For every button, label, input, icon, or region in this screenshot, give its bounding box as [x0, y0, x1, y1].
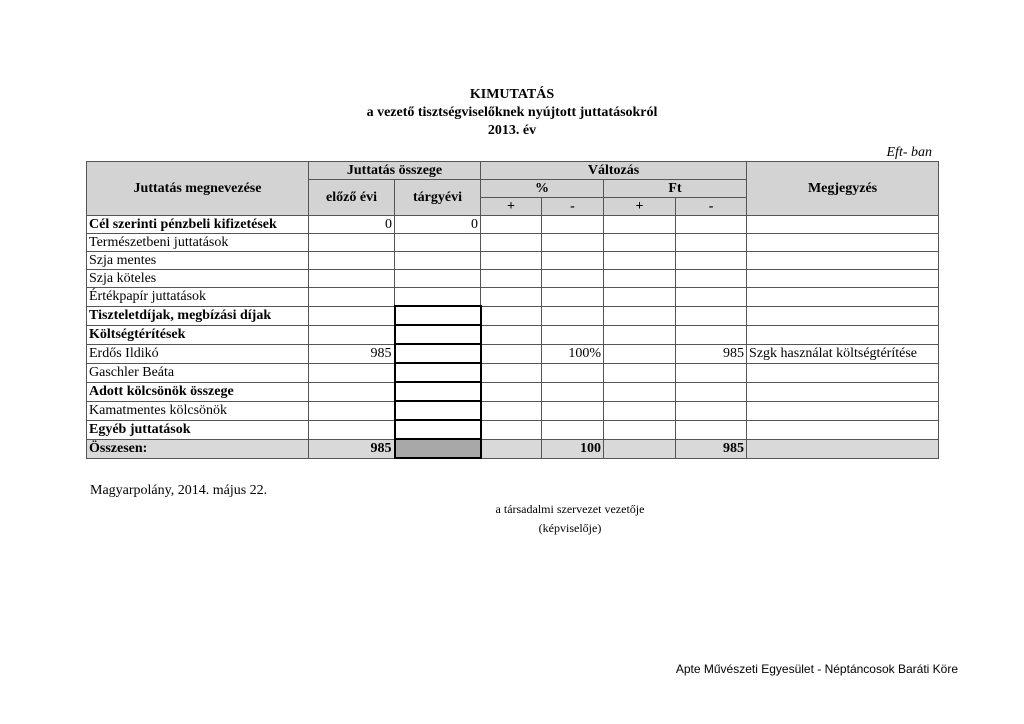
row-ft-plus — [604, 216, 676, 234]
row-pct-minus — [542, 216, 604, 234]
row-label: Költségtérítések — [87, 325, 309, 344]
row-ft-plus — [604, 363, 676, 382]
row-note — [747, 216, 939, 234]
table-row — [87, 420, 939, 439]
row-label: Szja mentes — [87, 252, 309, 270]
table-row — [87, 325, 939, 344]
row-current — [395, 252, 481, 270]
row-pct-minus — [542, 288, 604, 307]
row-ft-minus — [676, 288, 747, 307]
row-ft-minus — [676, 234, 747, 252]
row-ft-minus — [676, 252, 747, 270]
row-label: Kamatmentes kölcsönök — [87, 401, 309, 420]
row-label: Értékpapír juttatások — [87, 288, 309, 307]
row-note — [747, 382, 939, 401]
table-row — [87, 216, 939, 234]
row-previous — [309, 270, 395, 288]
report-title — [0, 86, 1024, 140]
row-pct-plus — [481, 288, 542, 307]
row-pct-plus — [481, 270, 542, 288]
header-ft: Ft — [604, 180, 747, 198]
table-row — [87, 288, 939, 307]
row-pct-plus — [481, 216, 542, 234]
row-current — [395, 306, 481, 325]
total-row — [87, 439, 939, 458]
table-row — [87, 252, 939, 270]
row-ft-minus — [676, 216, 747, 234]
row-pct-minus — [542, 325, 604, 344]
row-previous — [309, 382, 395, 401]
row-label: Cél szerinti pénzbeli kifizetések — [87, 216, 309, 234]
row-pct-plus — [481, 306, 542, 325]
row-label: Tiszteletdíjak, megbízási díjak — [87, 306, 309, 325]
table-row — [87, 234, 939, 252]
row-current — [395, 288, 481, 307]
header-ft-plus: + — [604, 198, 676, 216]
table-row — [87, 270, 939, 288]
header-note: Megjegyzés — [747, 162, 939, 216]
row-current — [395, 325, 481, 344]
row-label: Adott kölcsönök összege — [87, 382, 309, 401]
row-current — [395, 344, 481, 363]
row-ft-minus — [676, 401, 747, 420]
row-pct-minus — [542, 252, 604, 270]
table-row — [87, 344, 939, 363]
row-pct-plus — [481, 252, 542, 270]
row-pct-minus — [542, 306, 604, 325]
row-pct-plus — [481, 401, 542, 420]
total-current — [395, 439, 481, 458]
row-current — [395, 234, 481, 252]
row-pct-minus: 100% — [542, 344, 604, 363]
header-ft-minus: - — [676, 198, 747, 216]
row-note — [747, 270, 939, 288]
row-pct-minus — [542, 401, 604, 420]
row-pct-plus — [481, 420, 542, 439]
row-previous — [309, 234, 395, 252]
row-pct-plus — [481, 325, 542, 344]
row-ft-minus — [676, 382, 747, 401]
signature-line-2: (képviselője) — [538, 521, 602, 535]
row-ft-minus — [676, 270, 747, 288]
row-ft-plus — [604, 234, 676, 252]
row-ft-minus — [676, 306, 747, 325]
unit-note: Eft- ban — [886, 145, 932, 160]
title-line-1: KIMUTATÁS — [469, 87, 555, 102]
header-previous: előző évi — [309, 180, 395, 216]
row-ft-plus — [604, 252, 676, 270]
row-label: Erdős Ildikó — [87, 344, 309, 363]
row-note — [747, 325, 939, 344]
row-pct-minus — [542, 420, 604, 439]
row-current — [395, 401, 481, 420]
row-note — [747, 252, 939, 270]
row-note — [747, 363, 939, 382]
row-label: Szja köteles — [87, 270, 309, 288]
place-date: Magyarpolány, 2014. május 22. — [90, 483, 268, 498]
row-previous — [309, 288, 395, 307]
row-note — [747, 288, 939, 307]
row-previous: 0 — [309, 216, 395, 234]
row-note — [747, 401, 939, 420]
row-pct-minus — [542, 363, 604, 382]
footer-organization: Apte Művészeti Egyesület - Néptáncosok Baráti Köre — [675, 662, 958, 676]
header-change-group: Változás — [481, 162, 747, 180]
row-ft-plus — [604, 382, 676, 401]
row-previous — [309, 363, 395, 382]
row-pct-minus — [542, 382, 604, 401]
row-pct-plus — [481, 344, 542, 363]
total-ft-plus — [604, 439, 676, 458]
title-line-3: 2013. év — [487, 123, 537, 138]
row-ft-plus — [604, 420, 676, 439]
header-name: Juttatás megnevezése — [87, 162, 309, 216]
row-pct-minus — [542, 270, 604, 288]
row-current — [395, 382, 481, 401]
row-note — [747, 234, 939, 252]
row-pct-plus — [481, 382, 542, 401]
row-ft-minus — [676, 420, 747, 439]
row-ft-plus — [604, 401, 676, 420]
row-note: Szgk használat költségtérítése — [747, 344, 939, 363]
title-line-2: a vezető tisztségviselőknek nyújtott juttatásokról — [366, 105, 658, 120]
row-ft-minus — [676, 363, 747, 382]
row-ft-minus — [676, 325, 747, 344]
header-amount-group: Juttatás összege — [309, 162, 481, 180]
total-pct-minus: 100 — [542, 439, 604, 458]
header-current: tárgyévi — [395, 180, 481, 216]
row-ft-minus: 985 — [676, 344, 747, 363]
table-row — [87, 382, 939, 401]
row-previous: 985 — [309, 344, 395, 363]
row-previous — [309, 252, 395, 270]
total-label: Összesen: — [87, 439, 309, 458]
row-current — [395, 363, 481, 382]
row-pct-plus — [481, 234, 542, 252]
row-current — [395, 420, 481, 439]
row-note — [747, 420, 939, 439]
signature-line-1: a társadalmi szervezet vezetője — [495, 502, 645, 516]
row-pct-minus — [542, 234, 604, 252]
row-current — [395, 270, 481, 288]
total-ft-minus: 985 — [676, 439, 747, 458]
row-label: Gaschler Beáta — [87, 363, 309, 382]
table-row — [87, 306, 939, 325]
total-previous: 985 — [309, 439, 395, 458]
benefits-table — [86, 161, 939, 459]
header-percent: % — [481, 180, 604, 198]
row-label: Egyéb juttatások — [87, 420, 309, 439]
row-pct-plus — [481, 363, 542, 382]
row-previous — [309, 325, 395, 344]
row-ft-plus — [604, 306, 676, 325]
row-ft-plus — [604, 325, 676, 344]
table-row — [87, 401, 939, 420]
header-pct-plus: + — [481, 198, 542, 216]
table-row — [87, 363, 939, 382]
row-label: Természetbeni juttatások — [87, 234, 309, 252]
row-current: 0 — [395, 216, 481, 234]
row-note — [747, 306, 939, 325]
row-ft-plus — [604, 270, 676, 288]
total-pct-plus — [481, 439, 542, 458]
row-ft-plus — [604, 288, 676, 307]
row-previous — [309, 306, 395, 325]
row-previous — [309, 401, 395, 420]
header-pct-minus: - — [542, 198, 604, 216]
row-ft-plus — [604, 344, 676, 363]
row-previous — [309, 420, 395, 439]
total-note — [747, 439, 939, 458]
